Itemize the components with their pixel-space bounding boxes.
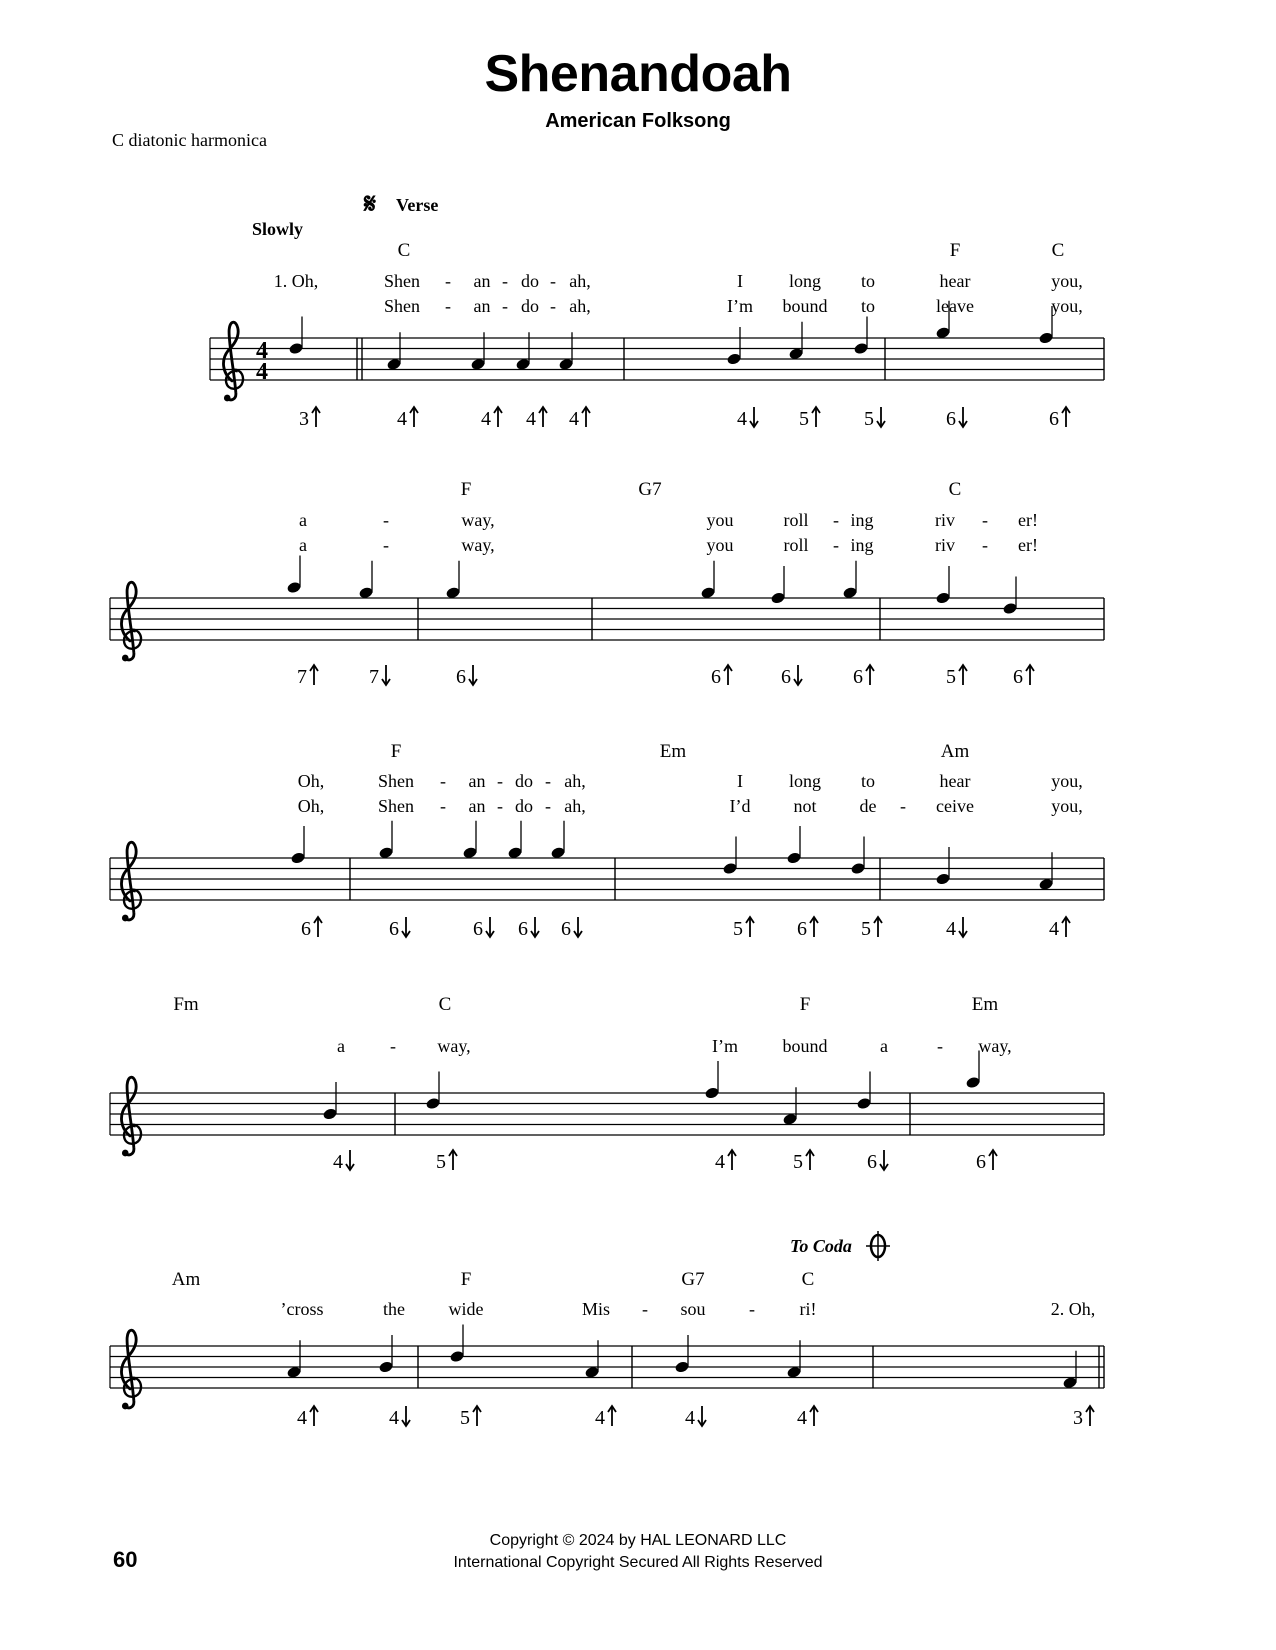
harmonica-tab-mark (1049, 917, 1070, 940)
notes (286, 556, 1017, 616)
harmonica-tab-mark (793, 1150, 814, 1173)
staff-system (110, 842, 1104, 921)
lyric-syllable: to (860, 271, 876, 291)
lyric-syllable: - (550, 271, 556, 291)
hole-number: 4 (569, 408, 579, 430)
lyric-syllable: you, (1051, 296, 1083, 316)
lyric-syllable: long (788, 771, 822, 791)
staff-system (110, 1077, 1104, 1156)
lyric-syllable: way, (978, 1036, 1012, 1056)
harmonica-tab-mark (473, 917, 494, 940)
hole-number: 6 (867, 1151, 877, 1173)
hole-number: 3 (1073, 1407, 1083, 1429)
segno-marker (363, 189, 438, 220)
hole-number: 5 (864, 408, 874, 430)
treble-clef-icon (122, 1330, 141, 1409)
lyric-syllable: do (521, 271, 539, 291)
lyric-syllable: ah, (564, 771, 586, 791)
lyric-syllable: - (937, 1036, 943, 1056)
rights-line: International Copyright Secured All Rights Reserved (453, 1554, 823, 1571)
tempo-marking: Slowly (252, 219, 304, 239)
harmonica-tab-mark (976, 1150, 997, 1173)
chord-symbol: F (949, 240, 961, 261)
lyric-syllable: er! (1018, 535, 1038, 555)
lyric-syllable: ah, (564, 796, 586, 816)
chord-symbol: C (397, 240, 411, 261)
hole-number: 5 (733, 918, 743, 940)
harmonica-tab-mark (864, 407, 885, 430)
hole-number: 6 (301, 918, 311, 940)
lyric-syllable: way, (461, 510, 495, 530)
hole-number: 6 (1049, 408, 1059, 430)
harmonica-tab-mark (1049, 407, 1070, 430)
lyric-syllable: Shen (378, 796, 414, 816)
lyric-syllable: leave (936, 296, 974, 316)
harmonica-tab-mark (389, 1406, 410, 1429)
harmonica-tab-mark (1073, 1406, 1094, 1429)
lyric-syllable: do (515, 771, 533, 791)
hole-number: 6 (853, 666, 863, 688)
lyric-syllable: a (337, 1036, 345, 1056)
segno-icon: 𝄋 (364, 189, 377, 220)
harmonica-tab-mark (946, 665, 967, 688)
hole-number: 6 (946, 408, 956, 430)
hole-number: 4 (595, 1407, 605, 1429)
harmonica-tab-mark (799, 407, 820, 430)
harmonica-tab-mark (369, 665, 390, 688)
chord-symbol: Am (940, 741, 970, 762)
harmonica-tab-mark (853, 665, 874, 688)
hole-number: 6 (561, 918, 571, 940)
to-coda-marker (790, 1231, 890, 1261)
harmonica-tab-mark (397, 407, 418, 430)
hole-number: 6 (1013, 666, 1023, 688)
lyric-syllable: a (299, 510, 307, 530)
lyric-syllable: to (860, 296, 876, 316)
lyric-syllable: - (550, 296, 556, 316)
harmonica-tab-mark (333, 1150, 354, 1173)
lyric-syllable: I (737, 271, 743, 291)
lyric-syllable: - (445, 271, 451, 291)
harmonica-tab-mark (861, 917, 882, 940)
hole-number: 5 (799, 408, 809, 430)
lyric-syllable: long (788, 271, 822, 291)
lyric-syllable: a (880, 1036, 888, 1056)
lyric-syllable: bound (782, 296, 828, 316)
lyric-syllable: to (860, 771, 876, 791)
lyric-syllable: I’m (712, 1036, 738, 1056)
lyric-syllable: ri! (799, 1299, 817, 1319)
lyric-syllable: do (515, 796, 533, 816)
hole-number: 7 (369, 666, 379, 688)
lyric-syllable: an (473, 296, 491, 316)
lyric-syllable: an (473, 271, 491, 291)
chord-symbol: Fm (173, 994, 199, 1015)
lyric-syllable: hear (939, 271, 971, 291)
lyric-syllable: sou (680, 1299, 706, 1319)
harmonica-tab-mark (685, 1406, 706, 1429)
chord-symbol: F (799, 994, 811, 1015)
harmonica-tab-mark (526, 407, 547, 430)
chord-symbol: F (390, 741, 402, 762)
lyric-syllable: - (390, 1036, 396, 1056)
chord-symbol: Em (659, 741, 687, 762)
song-subtitle: American Folksong (545, 110, 731, 132)
lyric-syllable: you (706, 535, 734, 555)
hole-number: 4 (715, 1151, 725, 1173)
lyric-syllable: not (793, 796, 817, 816)
lyric-syllable: I (737, 771, 743, 791)
hole-number: 6 (456, 666, 466, 688)
harmonica-tab-mark (299, 407, 320, 430)
chord-symbol: G7 (681, 1269, 705, 1290)
lyric-syllable: - (642, 1299, 648, 1319)
staves (110, 301, 1104, 1410)
harmonica-tab-mark (297, 665, 318, 688)
lyric-syllable: way, (461, 535, 495, 555)
lyric-syllable: - (833, 535, 839, 555)
harmonica-tab-mark (1013, 665, 1034, 688)
harmonica-tab-mark (301, 917, 322, 940)
hole-number: 4 (526, 408, 536, 430)
chord-symbol: Em (971, 994, 999, 1015)
harmonica-tab-mark (297, 1406, 318, 1429)
harmonica-tab-mark (436, 1150, 457, 1173)
harmonica-tab-mark (946, 917, 967, 940)
lyric-syllable: riv (935, 535, 955, 555)
hole-number: 5 (436, 1151, 446, 1173)
hole-number: 6 (473, 918, 483, 940)
lyric-syllable: - (497, 796, 503, 816)
instrument-label: C diatonic harmonica (112, 130, 267, 150)
chord-symbol: C (1051, 240, 1065, 261)
lyric-syllable: you, (1051, 271, 1083, 291)
hole-number: 4 (333, 1151, 343, 1173)
hole-number: 5 (793, 1151, 803, 1173)
harmonica-tab-mark (781, 665, 802, 688)
hole-number: 5 (460, 1407, 470, 1429)
lyric-syllable: do (521, 296, 539, 316)
lyric-syllable: 2. Oh, (1050, 1299, 1096, 1319)
hole-number: 4 (946, 918, 956, 940)
song-title: Shenandoah (484, 45, 792, 103)
harmonica-tab-mark (797, 917, 818, 940)
lyric-syllable: - (982, 535, 988, 555)
hole-number: 4 (481, 408, 491, 430)
chord-symbol: C (438, 994, 452, 1015)
lyric-syllable: you (706, 510, 734, 530)
harmonica-tab-mark (460, 1406, 481, 1429)
hole-number: 3 (299, 408, 309, 430)
lyric-syllable: I’m (727, 296, 753, 316)
to-coda-label: To Coda (790, 1236, 852, 1256)
hole-number: 5 (861, 918, 871, 940)
lyric-syllable: Shen (384, 296, 420, 316)
hole-number: 4 (389, 1407, 399, 1429)
lyric-syllable: an (468, 771, 486, 791)
lyric-syllable: - (982, 510, 988, 530)
lyric-syllable: - (749, 1299, 755, 1319)
lyric-syllable: - (502, 271, 508, 291)
lyric-syllable: 1. Oh, (273, 271, 319, 291)
hole-number: 4 (685, 1407, 695, 1429)
hole-number: 4 (737, 408, 747, 430)
time-signature-bottom: 4 (256, 359, 268, 385)
hole-number: 5 (946, 666, 956, 688)
harmonica-tab-mark (561, 917, 582, 940)
lyric-syllable: you, (1051, 796, 1083, 816)
lyric-syllable: ’cross (280, 1299, 324, 1319)
hole-number: 4 (297, 1407, 307, 1429)
chord-symbols (172, 240, 1065, 1290)
staff-system (110, 1330, 1104, 1409)
lyric-syllable: de (859, 796, 877, 816)
lyric-syllable: - (440, 796, 446, 816)
hole-number: 6 (976, 1151, 986, 1173)
lyric-syllable: hear (939, 771, 971, 791)
chord-symbol: Am (171, 1269, 201, 1290)
lyric-syllable: Shen (384, 271, 420, 291)
lyric-syllable: you, (1051, 771, 1083, 791)
copyright-notice (0, 1530, 1276, 1574)
treble-clef-icon (224, 322, 243, 401)
lyric-syllable: ing (850, 535, 874, 555)
chord-symbol: G7 (638, 479, 662, 500)
chord-symbol: F (460, 1269, 472, 1290)
notes (290, 821, 1053, 891)
harmonica-tab-mark (389, 917, 410, 940)
hole-number: 4 (1049, 918, 1059, 940)
copyright-line: Copyright © 2024 by HAL LEONARD LLC (489, 1532, 787, 1549)
lyric-syllable: roll (783, 510, 809, 530)
coda-icon (866, 1231, 890, 1261)
hole-number: 6 (781, 666, 791, 688)
lyric-syllable: roll (783, 535, 809, 555)
lyric-syllable: an (468, 796, 486, 816)
lyric-syllable: wide (448, 1299, 484, 1319)
lyric-syllable: - (502, 296, 508, 316)
segno-label: Verse (396, 195, 439, 215)
lyric-syllable: Mis (581, 1299, 611, 1319)
lyric-syllable: ah, (569, 271, 591, 291)
harmonica-tab-mark (737, 407, 758, 430)
lyric-syllable: riv (935, 510, 955, 530)
treble-clef-icon (122, 582, 141, 661)
harmonica-tab-mark (733, 917, 754, 940)
page-number: 60 (113, 1547, 138, 1572)
staff-system (210, 322, 1104, 401)
hole-number: 6 (389, 918, 399, 940)
lyric-syllable: ah, (569, 296, 591, 316)
hole-number: 4 (397, 408, 407, 430)
hole-number: 6 (518, 918, 528, 940)
lyric-syllable: ceive (936, 796, 974, 816)
lyric-syllable: the (383, 1299, 405, 1319)
treble-clef-icon (122, 842, 141, 921)
harmonica-tab-mark (595, 1406, 616, 1429)
lyric-syllable: bound (782, 1036, 828, 1056)
lyric-syllable: I’d (729, 796, 751, 816)
lyric-syllable: er! (1018, 510, 1038, 530)
lyric-syllable: way, (437, 1036, 471, 1056)
harmonica-tab-mark (797, 1406, 818, 1429)
lyric-syllable: Shen (378, 771, 414, 791)
harmonica-tab-mark (867, 1150, 888, 1173)
lyric-syllable: a (299, 535, 307, 555)
harmonica-tab-mark (715, 1150, 736, 1173)
harmonica-tab-mark (481, 407, 502, 430)
harmonica-tab-mark (456, 665, 477, 688)
hole-number: 6 (711, 666, 721, 688)
lyric-syllable: - (440, 771, 446, 791)
lyric-syllable: - (545, 796, 551, 816)
chord-symbol: F (460, 479, 472, 500)
staff-system (110, 582, 1104, 661)
harmonica-tab-mark (518, 917, 539, 940)
hole-number: 6 (797, 918, 807, 940)
lyric-syllable: - (497, 771, 503, 791)
harmonica-tab-mark (946, 407, 967, 430)
lyric-syllable: Oh, (297, 771, 325, 791)
lyric-syllable: - (900, 796, 906, 816)
time-signature-top: 4 (256, 338, 268, 364)
chord-symbol: C (801, 1269, 815, 1290)
lyric-syllable: ing (850, 510, 874, 530)
notes (322, 1051, 980, 1126)
lyric-syllable: - (383, 510, 389, 530)
lyric-syllable: - (545, 771, 551, 791)
hole-number: 4 (797, 1407, 807, 1429)
lyric-syllable: - (833, 510, 839, 530)
harmonica-tab-mark (711, 665, 732, 688)
treble-clef-icon (122, 1077, 141, 1156)
harmonica-tab-mark (569, 407, 590, 430)
chord-symbol: C (948, 479, 962, 500)
hole-number: 7 (297, 666, 307, 688)
lyric-syllable: - (445, 296, 451, 316)
lyric-syllable: Oh, (297, 796, 325, 816)
lyric-syllable: - (383, 535, 389, 555)
